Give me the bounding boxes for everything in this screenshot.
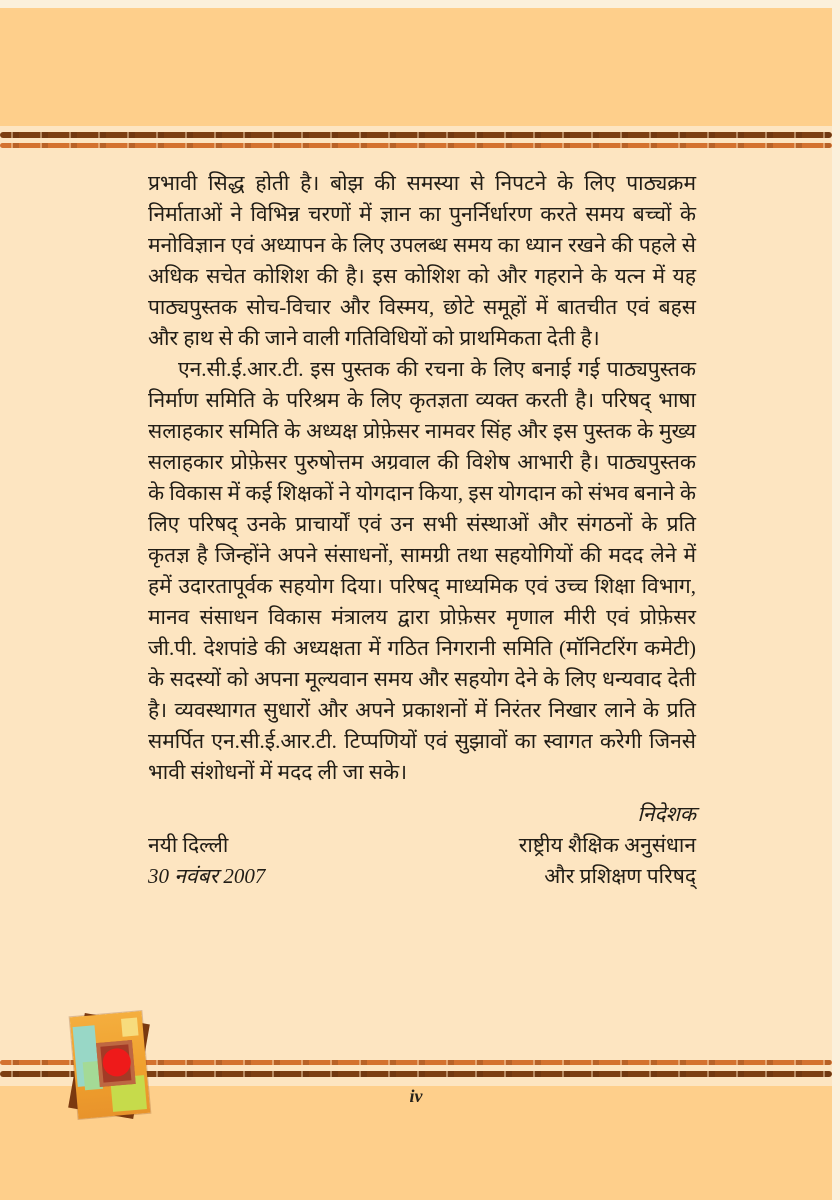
ncert-collage-logo — [70, 1010, 152, 1124]
paragraph-2: एन.सी.ई.आर.टी. इस पुस्तक की रचना के लिए बनाई गई पाठ्यपुस्तक निर्माण समिति के परिश्रम के लिए कृतज्ञता व्यक्त करती है। परिषद् भाषा सलाहकार समिति के अध्यक्ष प्रोफ़ेसर नामवर सिंह और इस पुस्तक के मुख्य सलाहकार प्रोफ़ेसर पुरुषोत्तम अग्रवाल की विशेष आभारी है। पाठ्यपुस्तक के विकास में कई शिक्षकों ने योगदान किया, इस योगदान को संभव बनाने के लिए परिषद् उनके प्राचार्यों एवं उन सभी संस्थाओं और संगठनों के प्रति कृतज्ञ है जिन्होंने अपने संसाधनों, सामग्री तथा सहयोगियों की मदद लेने में हमें उदारतापूर्वक सहयोग दिया। परिषद् माध्यमिक एवं उच्च शिक्षा विभाग, मानव संसाधन विकास मंत्रालय द्वारा प्रोफ़ेसर मृणाल मीरी एवं प्रोफ़ेसर जी.पी. देशपांडे की अध्यक्षता में गठित निगरानी समिति (मॉनिटरिंग कमेटी) के सदस्यों को अपना मूल्यवान समय और सहयोग देने के लिए धन्यवाद देती है। व्यवस्थागत सुधारों और अपने प्रकाशनों में निरंतर निखार लाने के प्रति समर्पित एन.सी.ई.आर.टी. टिप्पणियों एवं सुझावों का स्वागत करेगी जिनसे भावी संशोधनों में मदद ली जा सके। — [148, 357, 696, 784]
page-edge-top — [0, 0, 840, 8]
signature-org-line1: राष्ट्रीय शैक्षिक अनुसंधान — [518, 833, 696, 857]
signature-spacer — [148, 799, 422, 830]
paragraph-1: प्रभावी सिद्ध होती है। बोझ की समस्या से निपटने के लिए पाठ्यक्रम निर्माताओं ने विभिन्न चरणों में ज्ञान का पुनर्निर्धारण करते समय बच्चों के मनोविज्ञान एवं अध्यापन के लिए उपलब्ध समय का ध्यान रखने की पहले से अधिक सचेत कोशिश की है। इस कोशिश को और गहराने के यत्न में यह पाठ्यपुस्तक सोच-विचार और विस्मय, छोटे समूहों में बातचीत एवं बहस और हाथ से की जाने वाली गतिविधियों को प्राथमिकता देती है। — [148, 171, 696, 350]
signature-org-line2: और प्रशिक्षण परिषद् — [544, 864, 696, 888]
header-band — [0, 8, 832, 126]
signature-designation: निदेशक — [637, 802, 696, 826]
signature-block — [148, 799, 696, 892]
decorative-rule-top-orange — [0, 143, 832, 148]
logo-yellow-patch — [121, 1017, 139, 1036]
foreword-text — [148, 168, 696, 892]
signature-place: नयी दिल्ली — [148, 833, 229, 857]
logo-front-square — [70, 1011, 151, 1119]
page-number: iv — [409, 1086, 423, 1106]
page-edge-right — [832, 0, 840, 1200]
signature-date: 30 नवंबर 2007 — [148, 864, 266, 888]
decorative-rule-top-brown — [0, 132, 832, 138]
